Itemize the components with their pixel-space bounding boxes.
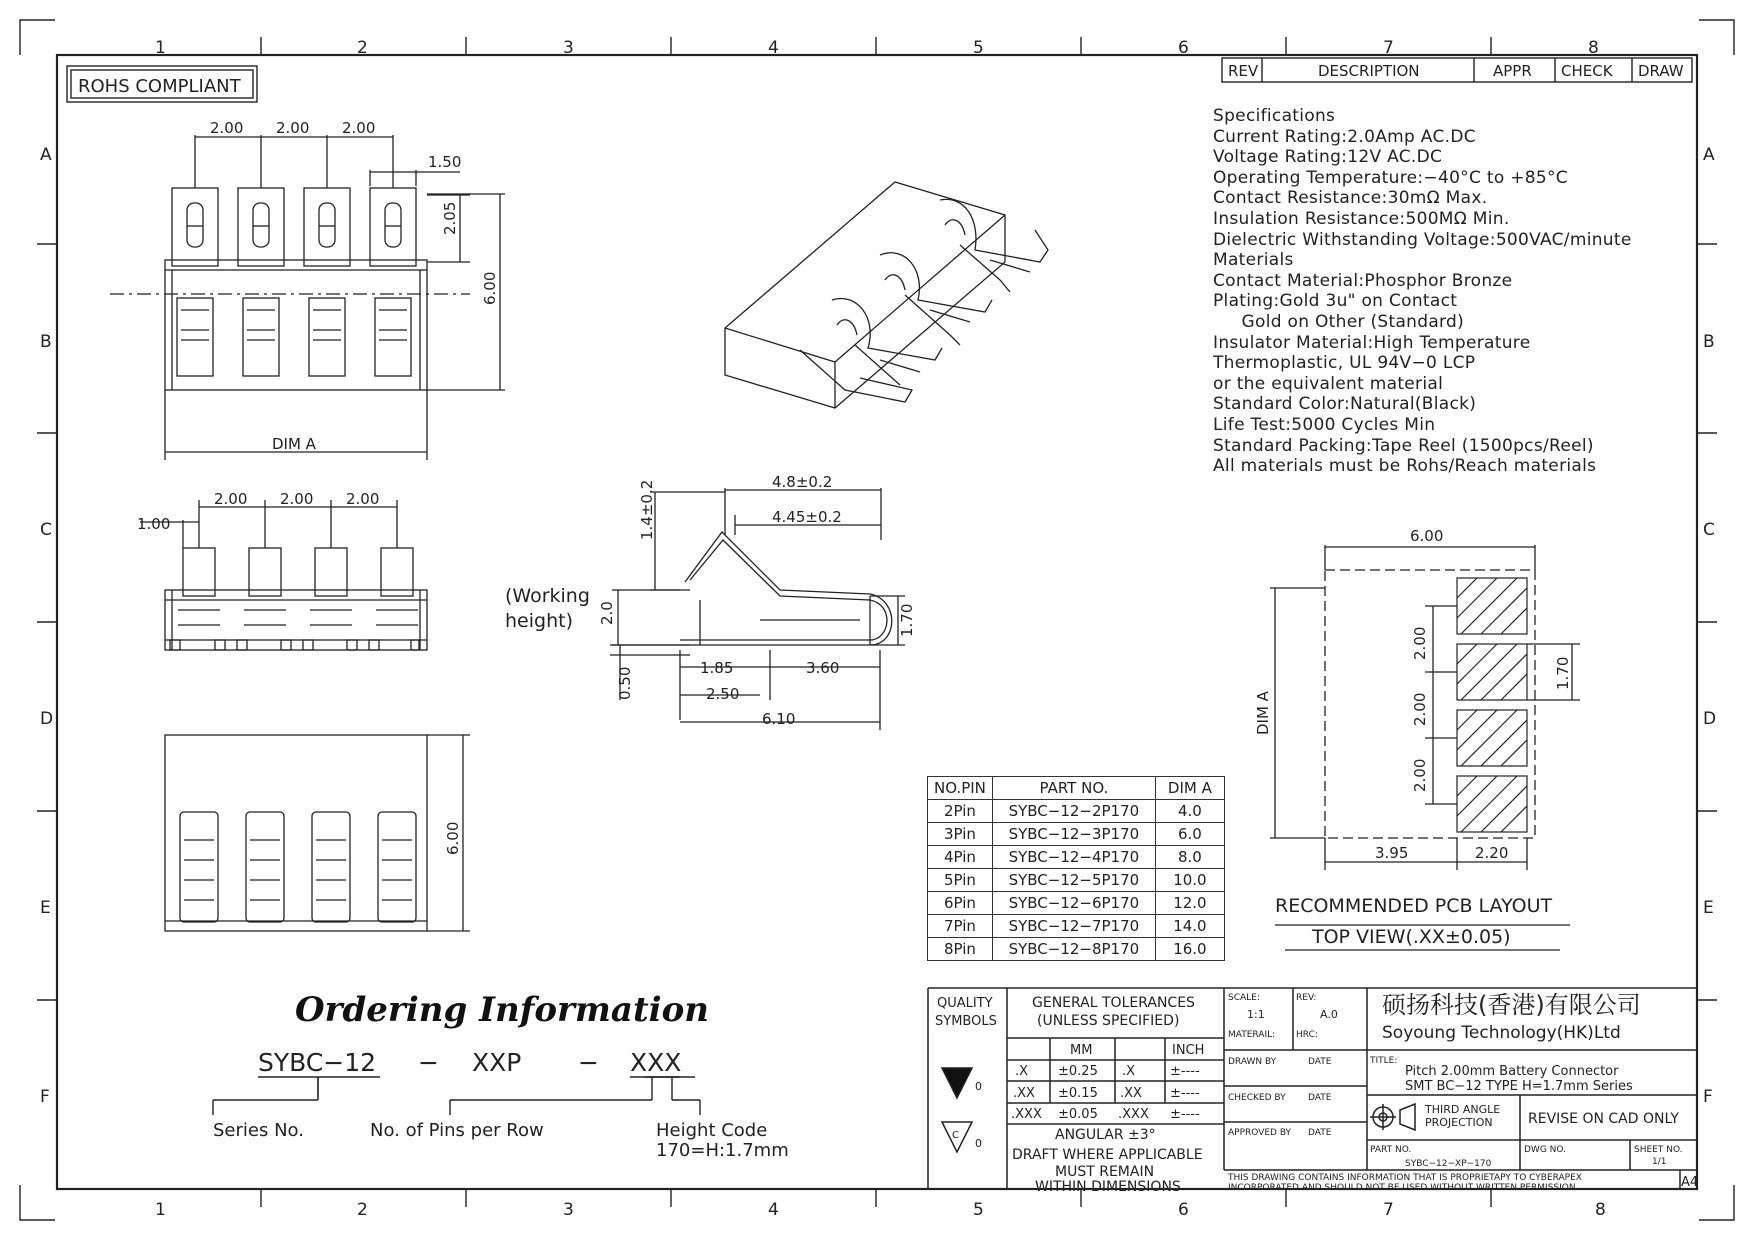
grid-row-label: C <box>40 520 52 540</box>
tol-cell: .XX <box>1120 1086 1142 1101</box>
order-code-height: XXX <box>630 1048 682 1077</box>
scale-label: SCALE: <box>1228 993 1260 1003</box>
table-cell: 8.0 <box>1155 846 1224 869</box>
grid-col-label: 8 <box>1588 38 1599 58</box>
order-label-height: Height Code <box>656 1120 768 1141</box>
specifications <box>1213 106 1632 477</box>
table-header: DIM A <box>1155 777 1224 800</box>
table-cell: SYBC−12−6P170 <box>992 892 1155 915</box>
table-cell: 16.0 <box>1155 938 1224 961</box>
tol-cell: ±0.25 <box>1058 1064 1098 1079</box>
table-cell: 3Pin <box>928 823 993 846</box>
material-label: MATERAIL: <box>1228 1030 1276 1040</box>
table-cell: 8Pin <box>928 938 993 961</box>
dim-label: 1.70 <box>898 603 916 637</box>
grid-col-label: 4 <box>768 38 779 58</box>
spec-line: Insulator Material:High Temperature <box>1213 332 1531 353</box>
grid-row-label: A <box>1703 145 1715 165</box>
dim-label: 4.8±0.2 <box>772 473 833 491</box>
grid-col-label: 3 <box>563 38 574 58</box>
dim-label: 6.00 <box>1410 527 1444 545</box>
dim-label: 6.00 <box>481 271 499 305</box>
table-row <box>928 938 1225 961</box>
dim-label: 2.05 <box>441 201 459 235</box>
table-cell: 2Pin <box>928 800 993 823</box>
spec-line: Specifications <box>1213 106 1336 126</box>
table-cell: SYBC−12−3P170 <box>992 823 1155 846</box>
grid-col-label: 5 <box>973 1200 984 1220</box>
table-cell: 10.0 <box>1155 869 1224 892</box>
spec-line: Current Rating:2.0Amp AC.DC <box>1213 126 1476 147</box>
grid-col-label: 1 <box>155 1200 166 1220</box>
table-row <box>928 892 1225 915</box>
approved-label: APPROVED BY <box>1228 1128 1292 1138</box>
order-label-height-code: 170=H:1.7mm <box>656 1140 789 1161</box>
spec-line: Insulation Resistance:500MΩ Min. <box>1213 208 1510 229</box>
dim-label: 2.00 <box>346 490 380 508</box>
tol-cell: ±---- <box>1170 1107 1200 1122</box>
spec-line: Contact Resistance:30mΩ Max. <box>1213 188 1488 209</box>
drawn-label: DRAWN BY <box>1228 1057 1277 1067</box>
tol-cell: ±0.05 <box>1058 1107 1098 1122</box>
dim-label: 1.00 <box>137 515 171 533</box>
dim-label: 1.70 <box>1554 656 1572 690</box>
quality-symbol-value: 0 <box>975 1137 982 1150</box>
quality-label: QUALITY <box>937 996 993 1011</box>
grid-row-label: B <box>40 332 52 352</box>
table-cell: 4Pin <box>928 846 993 869</box>
tol-cell: .X <box>1122 1064 1136 1079</box>
spec-line: Standard Color:Natural(Black) <box>1213 394 1477 415</box>
notice-line: INCORPORATED AND SHOULD NOT BE USED WITHOUT WRITTEN PERMISSION <box>1228 1183 1576 1193</box>
sheet-size: A4 <box>1681 1175 1699 1190</box>
grid-row-label: C <box>1703 520 1715 540</box>
isometric-view <box>725 182 1048 408</box>
dim-label: DIM A <box>272 435 316 453</box>
table-cell: 5Pin <box>928 869 993 892</box>
sheet-value: 1/1 <box>1652 1157 1667 1167</box>
spec-line: Contact Material:Phosphor Bronze <box>1213 270 1513 291</box>
unless-label: (UNLESS SPECIFIED) <box>1037 1013 1180 1029</box>
dim-label: 4.45±0.2 <box>772 508 842 526</box>
title-label: TITLE: <box>1370 1056 1398 1066</box>
company-name-en: Soyoung Technology(HK)Ltd <box>1382 1023 1621 1043</box>
spec-line: Voltage Rating:12V AC.DC <box>1213 147 1443 168</box>
table-cell: 7Pin <box>928 915 993 938</box>
grid-col-label: 2 <box>357 38 368 58</box>
dim-label: 3.95 <box>1375 844 1409 862</box>
order-dash: − <box>578 1048 599 1077</box>
spec-line: Plating:Gold 3u" on Contact <box>1213 291 1458 312</box>
dim-label: DIM A <box>1254 691 1272 735</box>
tol-cell: .XXX <box>1118 1107 1149 1122</box>
grid-col-label: 7 <box>1383 38 1394 58</box>
dim-label: 2.50 <box>706 685 740 703</box>
pcb-layout-subtitle: TOP VIEW(.XX±0.05) <box>1312 926 1511 948</box>
grid-row-label: F <box>40 1087 50 1107</box>
top-view <box>110 135 505 460</box>
dim-label: 2.20 <box>1475 844 1509 862</box>
grid-col-label: 5 <box>973 38 984 58</box>
table-header: PART NO. <box>992 777 1155 800</box>
dim-label: 2.00 <box>342 119 376 137</box>
checked-label: CHECKED BY <box>1228 1093 1286 1103</box>
rev-label: REV: <box>1296 993 1317 1003</box>
grid-col-label: 8 <box>1595 1200 1606 1220</box>
symbols-label: SYMBOLS <box>935 1014 997 1029</box>
side-view <box>140 500 427 650</box>
dim-label: 2.0 <box>598 601 616 625</box>
grid-row-label: A <box>40 145 52 165</box>
quality-symbol-value: 0 <box>975 1080 982 1093</box>
gen-tol-label: GENERAL TOLERANCES <box>1032 995 1195 1011</box>
order-code-pins: XXP <box>472 1048 522 1077</box>
grid-col-label: 2 <box>357 1200 368 1220</box>
rohs-badge: ROHS COMPLIANT <box>78 76 241 97</box>
grid-col-label: 3 <box>563 1200 574 1220</box>
table-cell: SYBC−12−2P170 <box>992 800 1155 823</box>
tol-cell: .XX <box>1013 1086 1035 1101</box>
dim-label: (Working <box>505 585 590 607</box>
grid-row-label: B <box>1703 332 1715 352</box>
order-dash: − <box>418 1048 439 1077</box>
part-no-label: PART NO. <box>1370 1145 1412 1155</box>
company-name-cn: 硕扬科技(香港)有限公司 <box>1382 991 1641 1019</box>
description-header: DESCRIPTION <box>1318 62 1420 80</box>
spec-line: Materials <box>1213 250 1294 271</box>
dim-label: 2.00 <box>1411 758 1429 792</box>
third-angle-label: THIRD ANGLE <box>1425 1103 1501 1116</box>
dim-label: 1.85 <box>700 659 734 677</box>
pcb-layout-title: RECOMMENDED PCB LAYOUT <box>1275 895 1553 917</box>
sheet-no-label: SHEET NO. <box>1634 1145 1683 1155</box>
dim-label: 2.00 <box>210 119 244 137</box>
order-label-pins: No. of Pins per Row <box>370 1120 544 1141</box>
table-row <box>928 800 1225 823</box>
grid-row-label: E <box>1703 898 1714 918</box>
dim-label: 2.00 <box>1411 626 1429 660</box>
table-cell: 6.0 <box>1155 823 1224 846</box>
draft-label: WITHIN DIMENSIONS <box>1035 1179 1181 1195</box>
dim-label: 2.00 <box>1411 692 1429 726</box>
grid-col-label: 6 <box>1178 38 1189 58</box>
grid-row-label: D <box>1703 709 1717 729</box>
tol-cell: ±---- <box>1170 1086 1200 1101</box>
dim-label: 2.00 <box>280 490 314 508</box>
table-cell: SYBC−12−5P170 <box>992 869 1155 892</box>
projection-label: PROJECTION <box>1425 1116 1493 1129</box>
quality-symbol-letter: C <box>952 1130 959 1141</box>
order-code-series: SYBC−12 <box>258 1048 377 1077</box>
table-row <box>928 823 1225 846</box>
drawing-title-line: SMT BC−12 TYPE H=1.7mm Series <box>1405 1079 1633 1094</box>
hrc-label: HRC: <box>1296 1030 1318 1040</box>
table-cell: SYBC−12−4P170 <box>992 846 1155 869</box>
grid-col-label: 6 <box>1178 1200 1189 1220</box>
rev-value: A.0 <box>1320 1008 1338 1021</box>
tol-cell: ±0.15 <box>1058 1086 1098 1101</box>
check-header: CHECK <box>1561 62 1613 80</box>
dim-label: 6.10 <box>762 710 796 728</box>
scale-value: 1:1 <box>1247 1008 1265 1021</box>
tol-cell: ±---- <box>1170 1064 1200 1079</box>
spec-line: Gold on Other (Standard) <box>1213 311 1465 332</box>
grid-row-label: E <box>40 898 51 918</box>
table-cell: 14.0 <box>1155 915 1224 938</box>
spec-line: Life Test:5000 Cycles Min <box>1213 414 1436 435</box>
grid-col-label: 4 <box>768 1200 779 1220</box>
grid-col-label: 1 <box>155 38 166 58</box>
drawing-title-line: Pitch 2.00mm Battery Connector <box>1405 1064 1619 1079</box>
spec-line: All materials must be Rohs/Reach materials <box>1213 456 1597 477</box>
date-label: DATE <box>1308 1093 1332 1103</box>
date-label: DATE <box>1308 1057 1332 1067</box>
spec-line: or the equivalent material <box>1213 373 1444 394</box>
dim-label: 1.50 <box>428 153 462 171</box>
part-number-table <box>927 776 1225 961</box>
table-cell: 4.0 <box>1155 800 1224 823</box>
grid-row-label: D <box>40 709 54 729</box>
dim-label: 3.60 <box>806 659 840 677</box>
revise-note: REVISE ON CAD ONLY <box>1528 1111 1679 1127</box>
dim-label: 0.50 <box>616 666 634 700</box>
pcb-layout <box>1270 545 1580 950</box>
tol-cell: .X <box>1015 1064 1029 1079</box>
inch-label: INCH <box>1172 1043 1205 1058</box>
mm-label: MM <box>1070 1043 1093 1058</box>
grid-row-label: F <box>1703 1087 1713 1107</box>
table-cell: 6Pin <box>928 892 993 915</box>
tol-cell: .XXX <box>1011 1107 1042 1122</box>
table-row <box>928 846 1225 869</box>
order-label-series: Series No. <box>213 1120 304 1141</box>
table-cell: SYBC−12−8P170 <box>992 938 1155 961</box>
ordering-info-title: Ordering Information <box>295 990 709 1030</box>
grid-col-label: 7 <box>1383 1200 1394 1220</box>
spec-line: Operating Temperature:−40°C to +85°C <box>1213 167 1568 188</box>
dim-label: 6.00 <box>444 821 462 855</box>
appr-header: APPR <box>1493 62 1532 80</box>
date-label: DATE <box>1308 1128 1332 1138</box>
spec-line: Dielectric Withstanding Voltage:500VAC/minute <box>1213 229 1632 250</box>
draw-header: DRAW <box>1638 62 1684 80</box>
part-no-value: SYBC−12−XP−170 <box>1405 1159 1492 1169</box>
dim-label: 1.4±0.2 <box>638 479 656 540</box>
angular-label: ANGULAR ±3° <box>1055 1127 1156 1143</box>
dim-label: 2.00 <box>276 119 310 137</box>
spec-line: Thermoplastic, UL 94V−0 LCP <box>1213 353 1476 374</box>
table-cell: SYBC−12−7P170 <box>992 915 1155 938</box>
dim-label: 2.00 <box>214 490 248 508</box>
table-row <box>928 869 1225 892</box>
table-row <box>928 915 1225 938</box>
draft-label: DRAFT WHERE APPLICABLE <box>1012 1147 1203 1163</box>
rev-header: REV <box>1228 62 1259 80</box>
dim-label: height) <box>505 610 573 632</box>
spec-line: Standard Packing:Tape Reel (1500pcs/Reel) <box>1213 435 1594 456</box>
table-cell: 12.0 <box>1155 892 1224 915</box>
dwg-no-label: DWG NO. <box>1524 1145 1566 1155</box>
table-header: NO.PIN <box>928 777 993 800</box>
draft-label: MUST REMAIN <box>1055 1164 1155 1180</box>
notice-line: THIS DRAWING CONTAINS INFORMATION THAT IS PROPRIETAPY TO CYBERAPEX <box>1228 1173 1582 1183</box>
bottom-view <box>165 735 470 931</box>
